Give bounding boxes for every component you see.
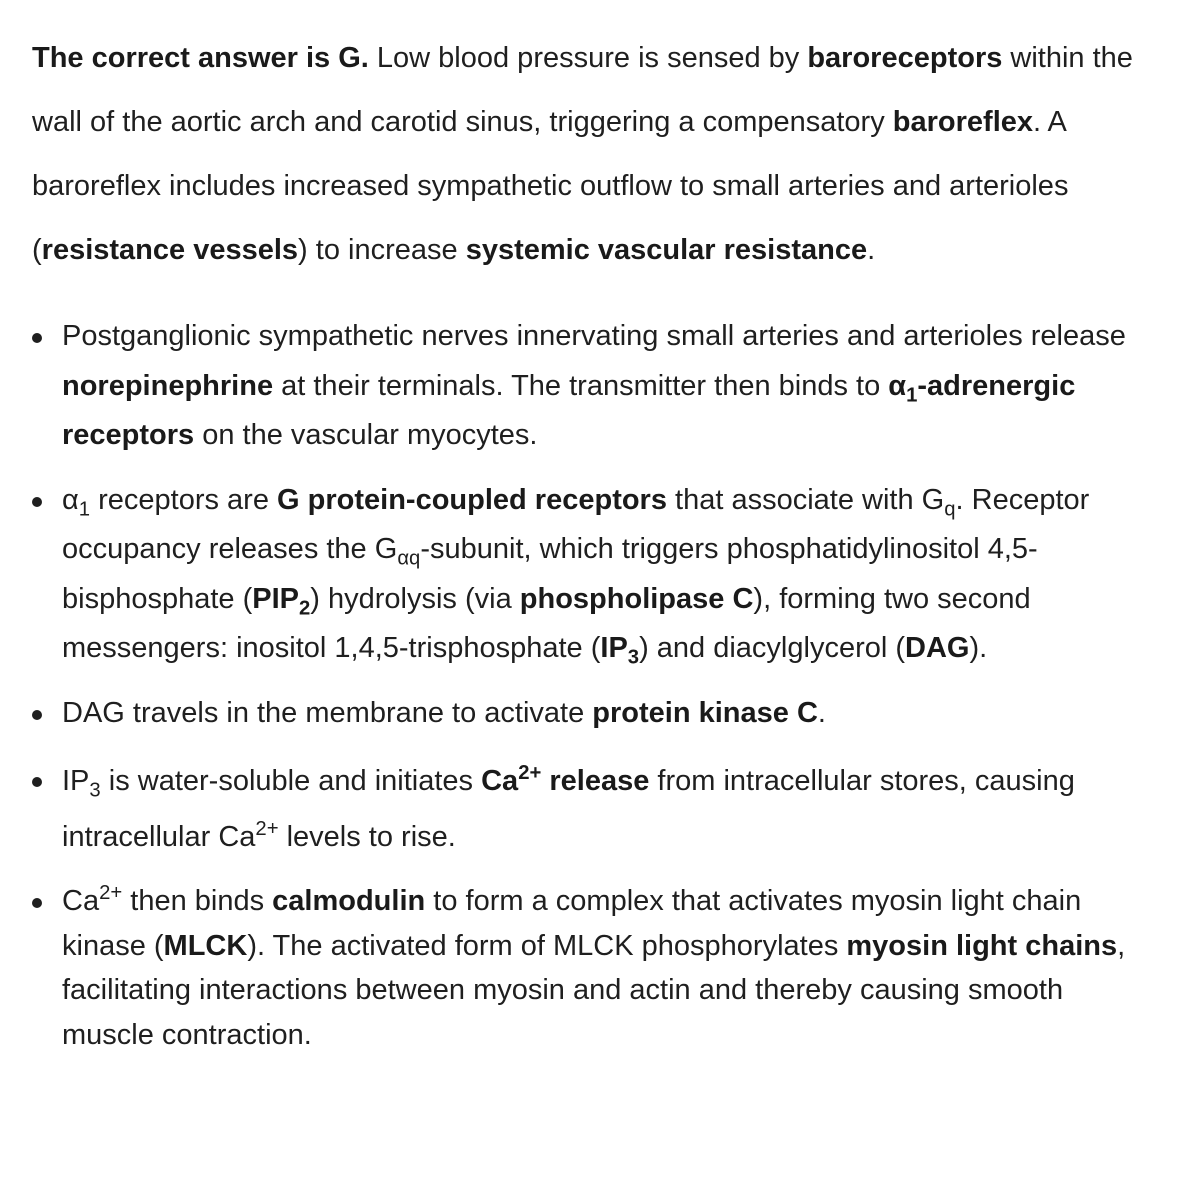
text: -adrenergic receptors — [62, 369, 1076, 451]
list-item — [32, 879, 1152, 1057]
text: receptors are — [90, 483, 278, 516]
text: ). The activated form of MLCK phosphorylates — [247, 929, 847, 962]
subscript: 1 — [906, 383, 918, 406]
text: ). — [969, 632, 988, 664]
text: from intracellular stores, causing intracellular Ca — [62, 765, 1075, 853]
text: DAG travels in the membrane to activate — [62, 696, 593, 729]
text: Postganglionic sympathetic nerves innervating small arteries and arterioles release — [62, 320, 1126, 352]
subscript: 2 — [299, 596, 311, 619]
list-item — [32, 689, 1152, 739]
list-item — [32, 312, 1152, 461]
text: α — [888, 369, 907, 402]
term-myosin-light-chains: myosin light chains — [846, 929, 1118, 962]
superscript: 2+ — [99, 881, 123, 904]
term-gpcr: G protein-coupled receptors — [277, 483, 667, 516]
subscript: 3 — [627, 646, 640, 669]
term-calmodulin: calmodulin — [272, 885, 426, 917]
text: is water-soluble and initiates — [100, 765, 482, 797]
term-pip2 — [252, 582, 311, 619]
term-norepinephrine: norepinephrine — [62, 369, 274, 402]
intro-paragraph — [32, 26, 1152, 282]
term-mlck: MLCK — [163, 929, 248, 962]
term-ca-release — [481, 761, 650, 797]
bullet-icon — [32, 333, 42, 343]
subscript: αq — [397, 547, 421, 570]
text: , facilitating interactions between myosin and actin and thereby causing smooth muscle contraction. — [62, 929, 1126, 1051]
text: ) hydrolysis (via — [310, 582, 520, 615]
text: Ca — [481, 765, 519, 797]
text: ), forming two second messengers: inositol 1,4,5-trisphosphate ( — [62, 582, 1031, 664]
text: release — [541, 765, 650, 797]
text: IP — [62, 765, 90, 797]
term-baroreflex: baroreflex — [892, 106, 1034, 138]
term-baroreceptors: baroreceptors — [807, 42, 1003, 74]
text: -subunit, which triggers phosphatidylinositol 4,5-bisphosphate ( — [62, 533, 1038, 615]
answer-statement: The correct answer is G. — [32, 42, 369, 74]
subscript: 1 — [78, 497, 91, 520]
term-dag: DAG — [905, 632, 970, 664]
text: that associate with G — [666, 483, 945, 516]
term-resistance-vessels: resistance vessels — [41, 234, 299, 266]
text: to form a complex that activates myosin light chain kinase ( — [62, 885, 1082, 962]
text: PIP — [252, 582, 299, 615]
subscript: q — [944, 497, 956, 520]
text: α — [62, 483, 79, 516]
bullet-icon — [32, 497, 42, 507]
mechanism-list — [32, 312, 1152, 1057]
text: on the vascular myocytes. — [194, 419, 538, 451]
text: . Receptor occupancy releases the G — [62, 483, 1090, 565]
text: levels to rise. — [278, 821, 456, 853]
subscript: 3 — [89, 779, 101, 802]
bullet-icon — [32, 710, 42, 720]
text: ) and diacylglycerol ( — [639, 632, 906, 664]
bullet-icon — [32, 898, 42, 908]
term-systemic-vascular-resistance: systemic vascular resistance — [465, 234, 868, 266]
list-item — [32, 476, 1152, 674]
explanation-document — [0, 26, 1184, 1057]
bullet-icon — [32, 777, 42, 787]
text: within the wall of the aortic arch and carotid sinus, triggering a compensatory — [32, 42, 1133, 138]
term-phospholipase-c: phospholipase C — [519, 582, 754, 615]
text: Ca — [62, 885, 100, 917]
text: . — [817, 696, 826, 729]
text: IP — [600, 632, 628, 664]
text: at their terminals. The transmitter then binds to — [273, 369, 889, 402]
term-protein-kinase-c: protein kinase C — [592, 696, 818, 729]
text: Low blood pressure is sensed by — [368, 42, 808, 74]
list-item — [32, 753, 1152, 865]
text: . A baroreflex includes increased sympathetic outflow to small arteries and arterioles ( — [32, 106, 1069, 266]
text: then binds — [122, 885, 273, 917]
term-ip3 — [600, 632, 640, 669]
superscript: 2+ — [518, 761, 542, 784]
text: ) to increase — [298, 234, 466, 266]
text: . — [867, 234, 876, 266]
superscript: 2+ — [255, 817, 279, 840]
